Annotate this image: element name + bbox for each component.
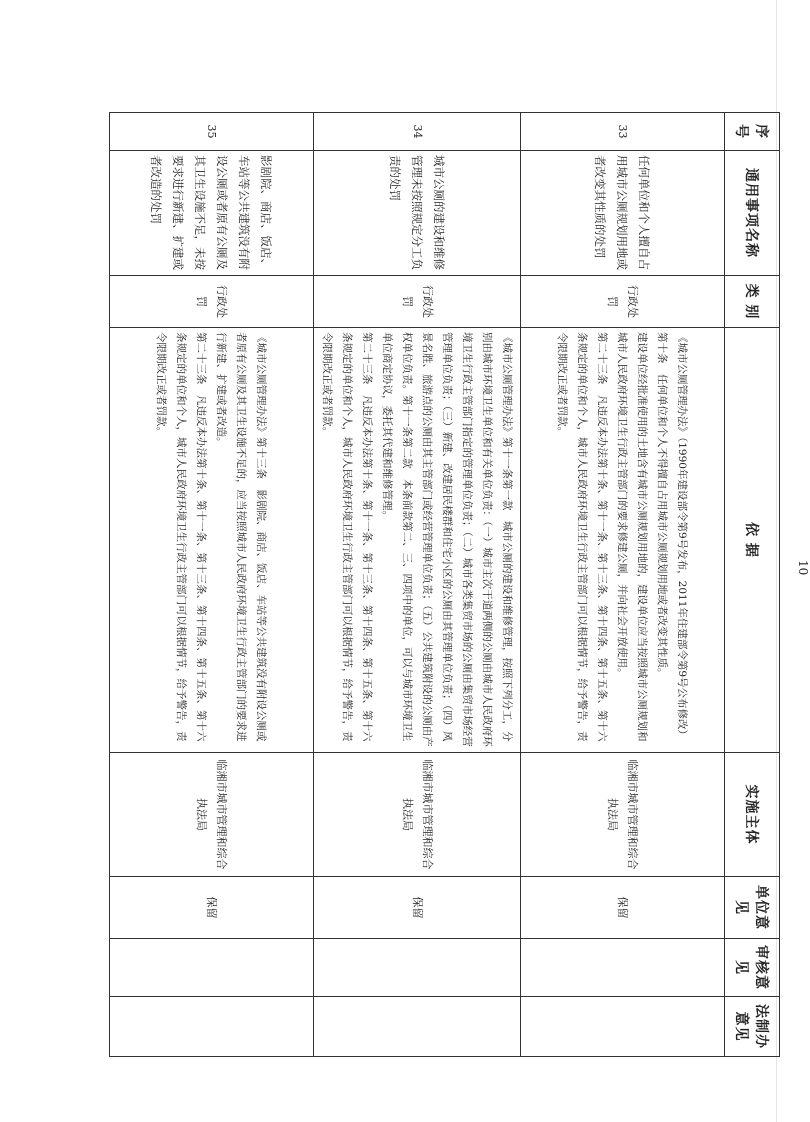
row-category: 行政处罚 (314, 276, 521, 328)
row-basis (521, 328, 725, 753)
row-no: 34 (314, 113, 521, 151)
row-category: 行政处罚 (521, 276, 725, 328)
row-review-opinion (314, 939, 521, 997)
row-basis (314, 328, 521, 753)
header-basis: 依 据 (725, 328, 780, 753)
basis-paragraph: 建设单位经批准使用的土地含有城市公厕规划用地的，建设单位应当按照城市公厕规划和城市人民政府环境卫生行政主管部门的要求修建公厕，并向社会开放使用。 (616, 332, 649, 742)
basis-paragraph: 第二十三条 凡违反本办法第十条、第十一条、第十三条、第十四条、第十五条、第十六条规定的单位和个人，城市人民政府环境卫生行政主管部门可以根据情节，给予警告，责令限期改正或者罚款。 (155, 332, 208, 742)
row-subject: 临湘市城市管理和综合执法局 (314, 753, 521, 877)
row-legal-opinion (110, 997, 314, 1057)
basis-paragraph: 《城市公厕管理办法》（1990年建设部令第9号发布，2011年住建部令第9号公布修改）第十条 任何单位和个人不得擅自占用城市公厕规划用地或者改变其性质。 (656, 332, 689, 741)
rotated-table-sheet (117, 112, 780, 1056)
row-review-opinion (110, 939, 314, 997)
row-subject: 临湘市城市管理和综合执法局 (110, 753, 314, 877)
row-category: 行政处罚 (110, 276, 314, 328)
row-name: 影剧院、商店、饭店、车站等公共建筑没有附设公厕或者原有公厕及其卫生设施不足，未按要求进行新建、扩建或者改造的处罚 (110, 151, 314, 276)
row-unit-opinion: 保留 (314, 877, 521, 939)
items-table (109, 112, 780, 1057)
page-number: 10 (796, 560, 810, 576)
table-row (521, 113, 725, 1057)
row-no: 33 (521, 113, 725, 151)
row-no: 35 (110, 113, 314, 151)
header-name: 通用事项名称 (725, 151, 780, 276)
row-legal-opinion (521, 997, 725, 1057)
table-row (314, 113, 521, 1057)
row-subject: 临湘市城市管理和综合执法局 (521, 753, 725, 877)
row-legal-opinion (314, 997, 521, 1057)
table-header-row (725, 113, 780, 1057)
row-review-opinion (521, 939, 725, 997)
row-unit-opinion: 保留 (110, 877, 314, 939)
header-subject: 实施主体 (725, 753, 780, 877)
row-name: 城市公厕的建设和维修管理未按照规定分工负责的处罚 (314, 151, 521, 276)
basis-paragraph: 第二十三条 凡违反本办法第十条、第十一条、第十三条、第十四条、第十五条、第十六条规定的单位和个人，城市人民政府环境卫生行政主管部门可以根据情节，给予警告，责令限期改正或者罚款。 (321, 332, 373, 742)
basis-paragraph: 《城市公厕管理办法》第十三条 影剧院、商店、饭店、车站等公共建筑没有附设公厕或者原有公厕及其卫生设施不足的，应当按照城市人民政府环境卫生行政主管部门的要求进行新建、扩建或者改造。 (215, 332, 268, 742)
header-unit-opinion: 单位意见 (725, 877, 780, 939)
row-name: 任何单位和个人擅自占用城市公厕规划用地或者改变其性质的处罚 (521, 151, 725, 276)
header-review-opinion: 审核意见 (725, 939, 780, 997)
basis-paragraph: 第二十三条 凡违反本办法第十条、第十一条、第十三条、第十四条、第十五条、第十六条规定的单位和个人，城市人民政府环境卫生行政主管部门可以根据情节，给予警告，责令限期改正或者罚款。 (556, 332, 609, 742)
header-no: 序号 (725, 113, 780, 151)
header-category: 类 别 (725, 276, 780, 328)
table-row (110, 113, 314, 1057)
row-basis (110, 328, 314, 753)
header-legal-opinion: 法制办意见 (725, 997, 780, 1057)
row-unit-opinion: 保留 (521, 877, 725, 939)
basis-paragraph: 《城市公厕管理办法》第十一条第一款 城市公厕的建设和维修管理，按照下列分工，分别由城市环境卫生单位和有关单位负责：（一）城市主次干道两侧的公厕由城市人民政府环境卫生行政主管部门指定的管理单位负责；（二）城市各类集贸市场的公厕由集贸市场经营管理单位负责；（三）新建、改建居民楼群和住宅小区的公厕由其管理单位负责；（四）风景名胜、旅游点的公厕由其主管部门或经营管理单位负责；（五）公共建筑附设的公厕由产权单位负责。第十一条第二款 本条前款第二、三、四项中的单位，可以与城市环境卫生单位商定协议，委托其代建和维修管理。 (381, 332, 513, 747)
